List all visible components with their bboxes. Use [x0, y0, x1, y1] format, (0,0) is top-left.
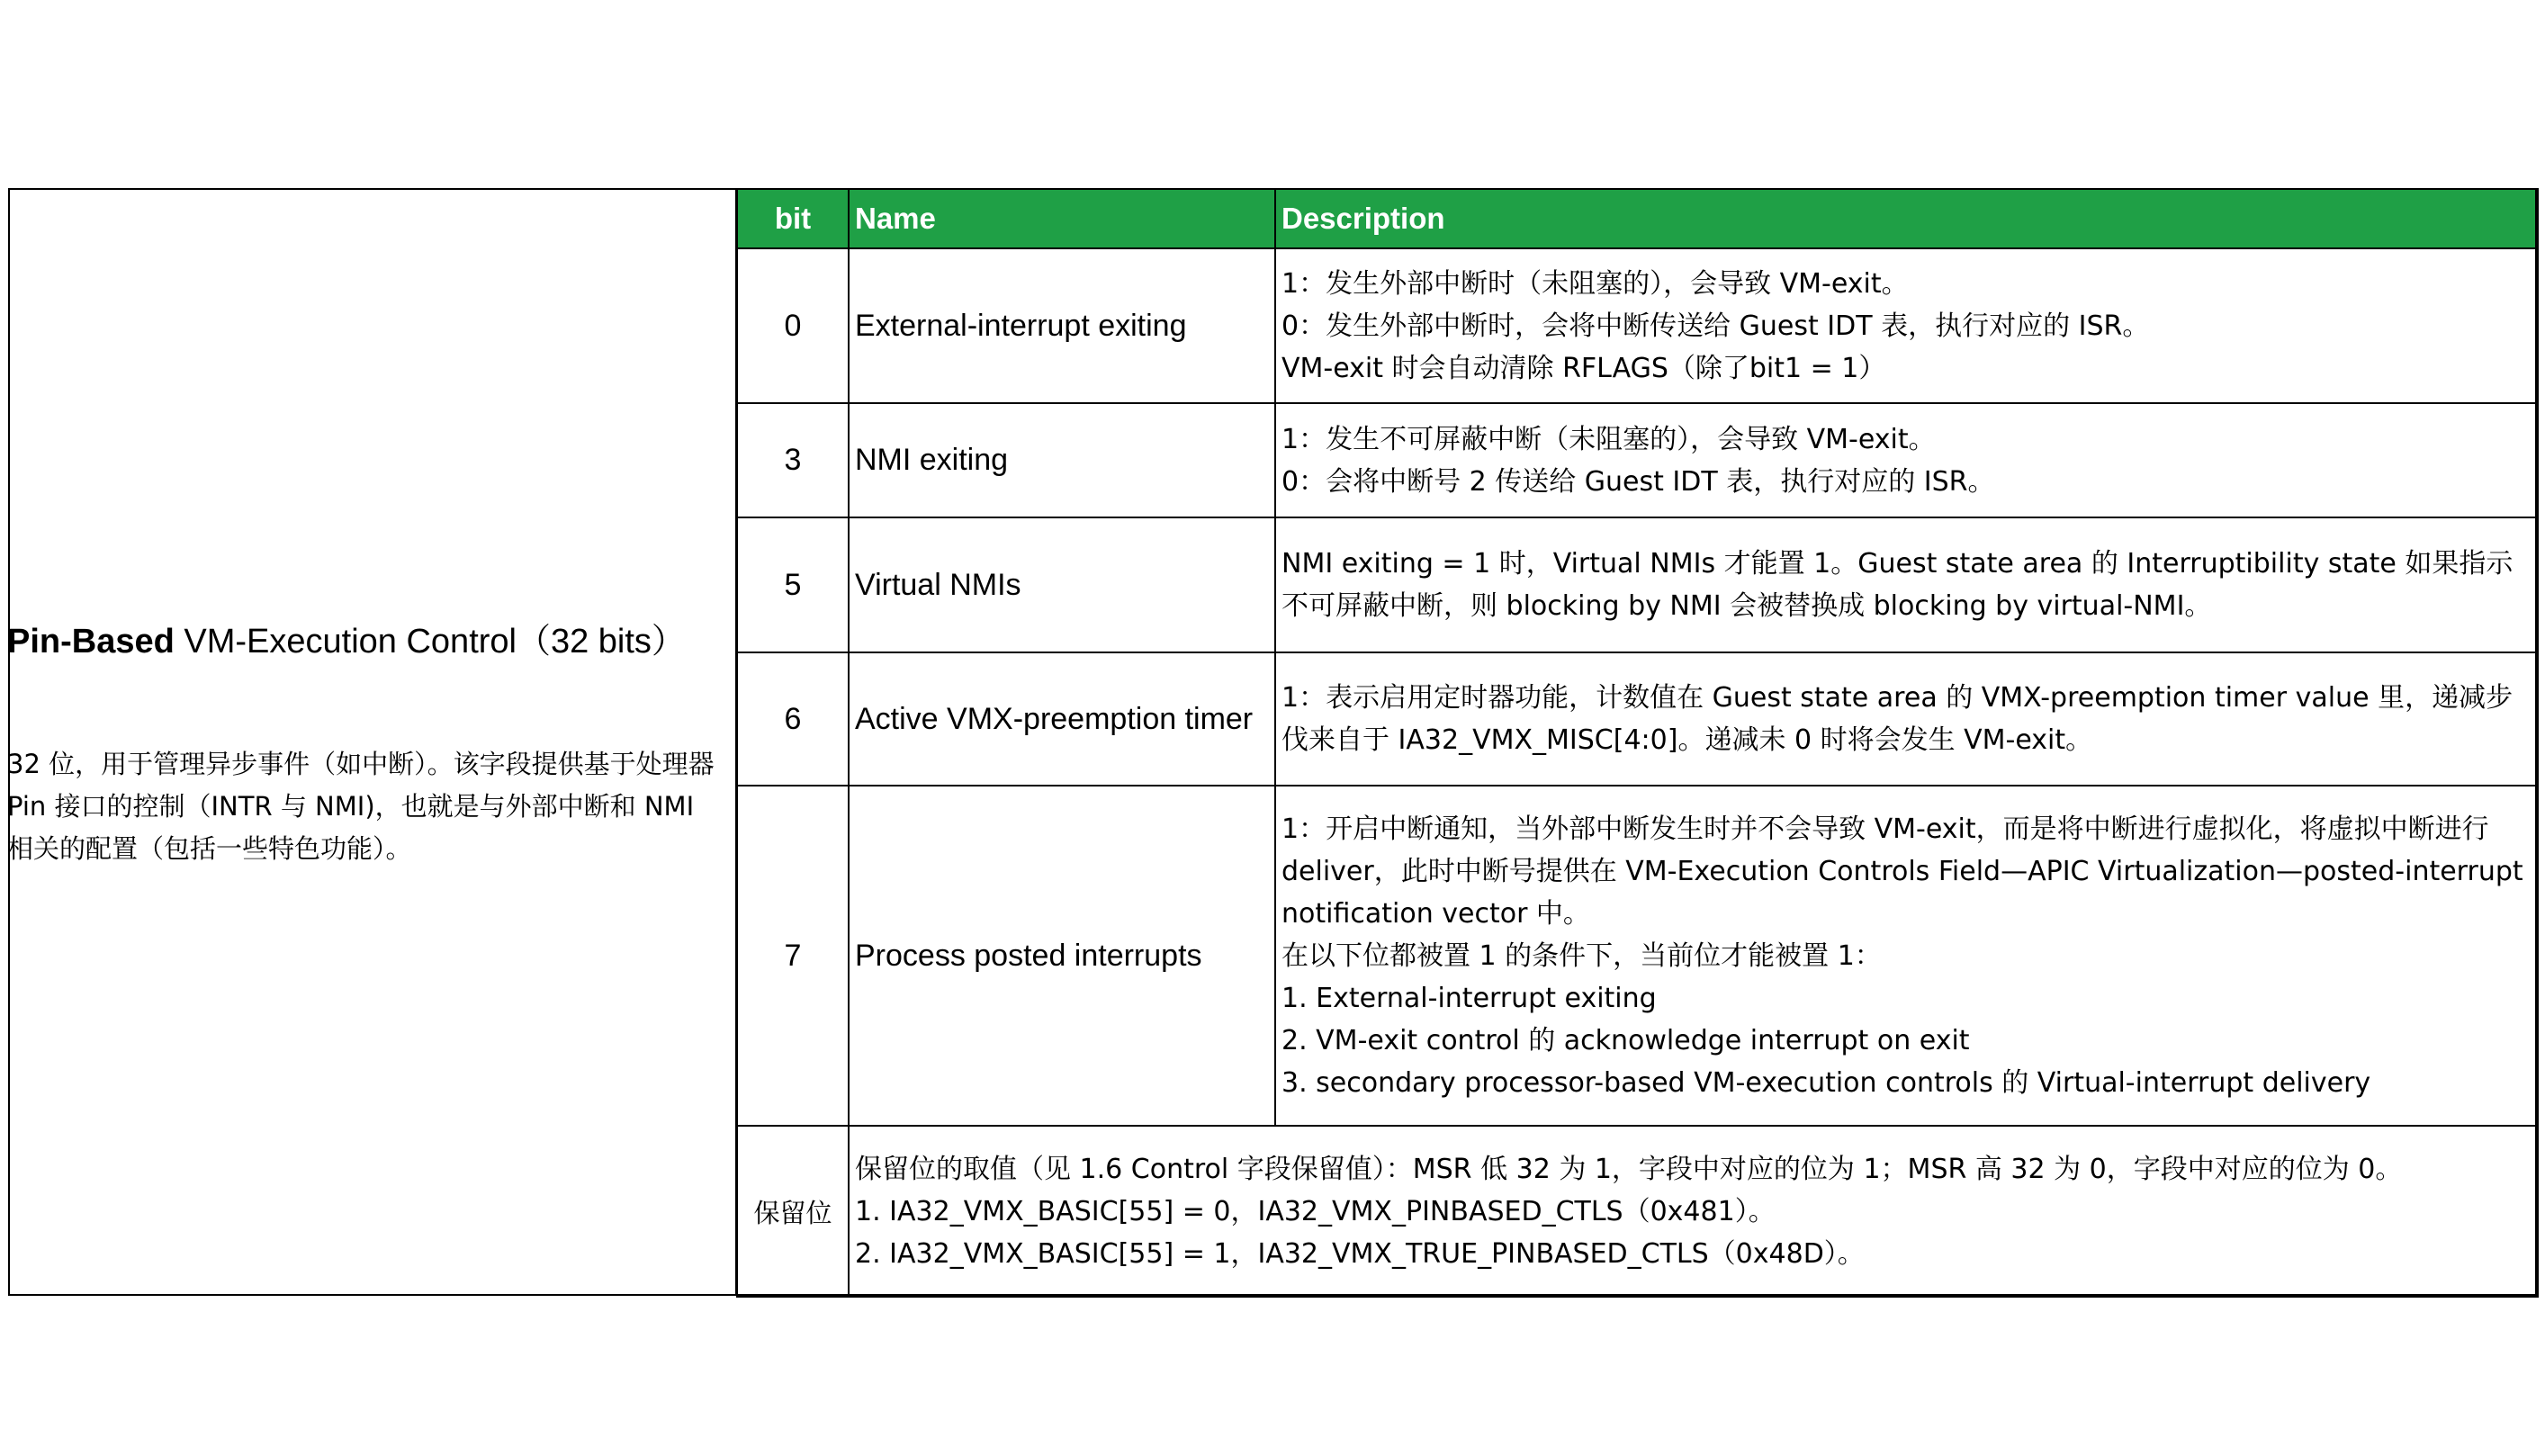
row-name: Process posted interrupts — [849, 786, 1275, 1126]
desc-line: 0：会将中断号 2 传送给 Guest IDT 表，执行对应的 ISR。 — [1281, 465, 1995, 498]
desc-line: 2. IA32_VMX_BASIC[55] = 1，IA32_VMX_TRUE_PINBASED_CTLS（0x48D）。 — [855, 1237, 1865, 1270]
row-bit: 7 — [737, 786, 849, 1126]
desc-line: 1：发生不可屏蔽中断（未阻塞的），会导致 VM-exit。 — [1281, 423, 1936, 455]
row-bit: 3 — [737, 403, 849, 517]
header-bit: bit — [737, 189, 849, 248]
desc-line: 在以下位都被置 1 的条件下，当前位才能被置 1： — [1281, 939, 1882, 972]
row-name: Active VMX-preemption timer — [849, 652, 1275, 786]
desc-line: 2. VM-exit control 的 acknowledge interrupt on exit — [1281, 1024, 1970, 1056]
control-title-bold: Pin-Based — [7, 623, 175, 661]
desc-line: 1：发生外部中断时（未阻塞的），会导致 VM-exit。 — [1281, 267, 1909, 300]
desc-line: VM-exit 时会自动清除 RFLAGS（除了bit1 = 1） — [1281, 352, 1886, 384]
desc-line: NMI exiting = 1 时，Virtual NMIs 才能置 1。Guest state area 的 Interruptibility state 如果指示不可屏蔽中断，则 blocking by NMI 会被替换成 blocking by virtual-NMI。 — [1281, 548, 2514, 622]
desc-line: 保留位的取值（见 1.6 Control 字段保留值）：MSR 低 32 为 1，字段中对应的位为 1；MSR 高 32 为 0，字段中对应的位为 0。 — [855, 1153, 2403, 1185]
control-title-rest: VM-Execution Control（32 bits） — [174, 623, 686, 661]
reserved-label: 保留位 — [737, 1126, 849, 1297]
row-bit: 0 — [737, 248, 849, 403]
desc-line: 0：发生外部中断时，会将中断传送给 Guest IDT 表，执行对应的 ISR。 — [1281, 310, 2150, 342]
desc-line: 1：表示启用定时器功能，计数值在 Guest state area 的 VMX-preemption timer value 里，递减步伐来自于 IA32_VMX_MISC[4:0]。递减未 0 时将会发生 VM-exit。 — [1281, 682, 2514, 756]
row-bit: 5 — [737, 517, 849, 652]
desc-line: 1. External-interrupt exiting — [1281, 982, 1657, 1014]
header-name: Name — [849, 189, 1275, 248]
desc-line: 1. IA32_VMX_BASIC[55] = 0，IA32_VMX_PINBASED_CTLS（0x481）。 — [855, 1195, 1776, 1227]
row-name: NMI exiting — [849, 403, 1275, 517]
row-name: External-interrupt exiting — [849, 248, 1275, 403]
control-description: 32 位，用于管理异步事件（如中断）。该字段提供基于处理器 Pin 接口的控制（INTR 与 NMI)，也就是与外部中断和 NMI 相关的配置（包括一些特色功能）。 — [7, 749, 715, 864]
desc-line: 1：开启中断通知，当外部中断发生时并不会导致 VM-exit，而是将中断进行虚拟化，将虚拟中断进行 deliver，此时中断号提供在 VM-Execution Controls Field—APIC Virtualization—posted-interrupt notification vector 中。 — [1281, 813, 2523, 930]
row-name: Virtual NMIs — [849, 517, 1275, 652]
desc-line: 3. secondary processor-based VM-execution controls 的 Virtual-interrupt delivery — [1281, 1066, 2371, 1099]
outer-frame — [8, 188, 2537, 1296]
row-bit: 6 — [737, 652, 849, 786]
header-description: Description — [1275, 189, 2538, 248]
